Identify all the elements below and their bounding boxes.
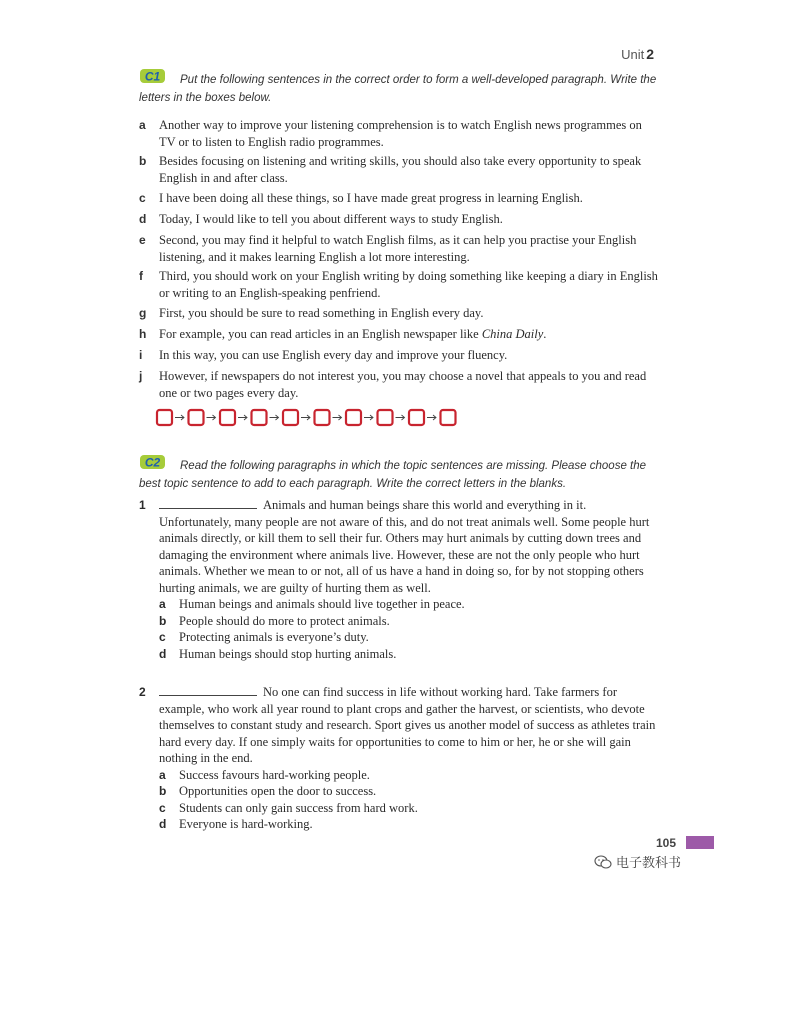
answer-blank[interactable] [159, 684, 257, 696]
answer-box-row [155, 407, 475, 429]
item-text: However, if newspapers do not interest you, you may choose a novel that appeals to you and read one or two pages every day. [159, 369, 647, 400]
item-letter: b [139, 154, 147, 168]
arrow-icon [333, 415, 342, 420]
option-letter: d [159, 817, 167, 831]
c1-instruction-text: Put the following sentences in the correct order to form a well-developed paragraph. Write the letters in the boxes below. [139, 74, 657, 104]
option-letter: c [159, 800, 166, 815]
paragraph-text: No one can find success in life without working hard. Take farmers for example, who work all year round to plant crops and gather the harvest, or scientists, who devote themselves to constant study and research. Sport gives us another model of success as athletes train hard every day. If one simply waits for opportunities to come to him or her, he or she will gain nothing in the end. [159, 685, 656, 765]
answer-box[interactable] [409, 410, 424, 425]
answer-box[interactable] [252, 410, 267, 425]
option-b [159, 613, 659, 630]
c2-badge-icon [139, 454, 166, 470]
item-text: Third, you should work on your English writing by doing something like keeping a diary in English or writing to an English-speaking penfriend. [159, 269, 658, 300]
item-text-italic: China Daily [481, 327, 544, 341]
c2-badge-label: C2 [144, 455, 161, 470]
c1-item-a [139, 117, 659, 150]
answer-box[interactable] [220, 410, 235, 425]
option-letter: c [159, 630, 166, 644]
option-letter: a [159, 767, 166, 782]
item-text-after: . [543, 327, 547, 341]
item-text: First, you should be sure to read something in English every day. [159, 306, 484, 320]
option-letter: b [159, 613, 167, 628]
unit-number: 2 [646, 46, 654, 62]
c1-badge-label: C1 [144, 69, 161, 84]
answer-box[interactable] [283, 410, 298, 425]
c1-item-e [139, 232, 659, 265]
c1-item-b [139, 153, 659, 186]
c2-instruction [139, 454, 659, 492]
item-letter: h [139, 327, 147, 341]
page-number-bar [686, 836, 714, 849]
answer-box[interactable] [157, 410, 172, 425]
paragraph-body [159, 684, 659, 767]
item-letter: f [139, 269, 143, 283]
paragraph-body [159, 497, 659, 596]
unit-header [621, 46, 654, 62]
arrow-icon [270, 415, 279, 420]
c1-item-d [139, 211, 659, 228]
item-letter: e [139, 233, 146, 247]
item-text: Besides focusing on listening and writing skills, you should also take every opportunity to speak English in and after class. [159, 154, 642, 185]
item-letter: a [139, 118, 146, 132]
c1-badge-icon [139, 68, 166, 84]
c2-paragraph-2 [139, 684, 659, 833]
c2-instruction-text: Read the following paragraphs in which the topic sentences are missing. Please choose the best topic sentence to add to each paragraph. Write the correct letters in the blanks. [139, 460, 647, 490]
c1-item-j [139, 368, 659, 401]
c1-item-h [139, 326, 659, 343]
paragraph-number: 2 [139, 685, 146, 699]
c1-item-g [139, 305, 659, 322]
option-text: Success favours hard-working people. [179, 767, 370, 782]
watermark-text: 电子教科书 [616, 856, 682, 871]
option-b [159, 783, 659, 800]
item-text-before: For example, you can read articles in an English newspaper like [159, 327, 482, 341]
option-text: Everyone is hard-working. [179, 817, 313, 831]
item-text: In this way, you can use English every day and improve your fluency. [159, 348, 508, 362]
item-letter: d [139, 212, 147, 226]
arrow-icon [301, 415, 310, 420]
arrow-icon [427, 415, 436, 420]
answer-boxes [155, 407, 475, 429]
arrow-icon [364, 415, 373, 420]
answer-box[interactable] [315, 410, 330, 425]
option-a [159, 596, 659, 613]
c2-paragraph-1 [139, 497, 659, 662]
item-text: Second, you may find it helpful to watch English films, as it can help you practise your English listening, and it makes learning English a lot more interesting. [159, 233, 637, 264]
unit-label: Unit [621, 47, 645, 62]
answer-box[interactable] [346, 410, 361, 425]
arrow-icon [175, 415, 184, 420]
option-text: Opportunities open the door to success. [179, 784, 377, 798]
option-a [159, 767, 659, 784]
option-letter: a [159, 597, 166, 611]
item-text: Another way to improve your listening comprehension is to watch English news programmes on TV or to listen to English radio programmes. [159, 118, 642, 149]
option-d [159, 816, 659, 833]
options-list [159, 767, 659, 833]
arrow-icon [238, 415, 247, 420]
paragraph-text: Animals and human beings share this world and everything in it. Unfortunately, many people are not aware of this, and do not treat animals well. Some people hurt animals directly, or kill them to sell their fur. Others may hurt animals by cutting down trees and damaging the environment where animals live. However, these are not the only people who hurt animals. Whether we mean to or not, all of us have a hand in doing so, for by not stopping others hurting animals, we are guilty of hurting them as well. [159, 498, 650, 595]
c1-item-i [139, 347, 659, 364]
arrow-icon [207, 415, 216, 420]
option-letter: b [159, 784, 167, 798]
option-text: Students can only gain success from hard work. [179, 800, 418, 815]
paragraph-number: 1 [139, 498, 146, 512]
item-text [159, 326, 659, 343]
option-letter: d [159, 646, 167, 661]
option-c [159, 629, 659, 646]
option-d [159, 646, 659, 663]
answer-blank[interactable] [159, 497, 257, 509]
answer-box[interactable] [378, 410, 393, 425]
option-c [159, 800, 659, 817]
option-text: Protecting animals is everyone’s duty. [179, 630, 369, 644]
arrow-icon [396, 415, 405, 420]
c1-item-c [139, 190, 659, 207]
item-letter: c [139, 191, 146, 205]
answer-box[interactable] [441, 410, 456, 425]
item-letter: j [139, 369, 143, 383]
item-text: Today, I would like to tell you about different ways to study English. [159, 212, 503, 226]
options-list [159, 596, 659, 662]
answer-box[interactable] [189, 410, 204, 425]
c1-item-f [139, 268, 659, 301]
wechat-icon [594, 855, 612, 869]
option-text: People should do more to protect animals. [179, 613, 390, 628]
item-letter: i [139, 348, 143, 362]
option-text: Human beings and animals should live together in peace. [179, 597, 465, 611]
c1-instruction [139, 68, 659, 106]
watermark [594, 852, 681, 871]
item-letter: g [139, 306, 147, 320]
option-text: Human beings should stop hurting animals. [179, 646, 397, 661]
page-number: 105 [656, 836, 677, 850]
item-text: I have been doing all these things, so I have made great progress in learning English. [159, 191, 583, 205]
